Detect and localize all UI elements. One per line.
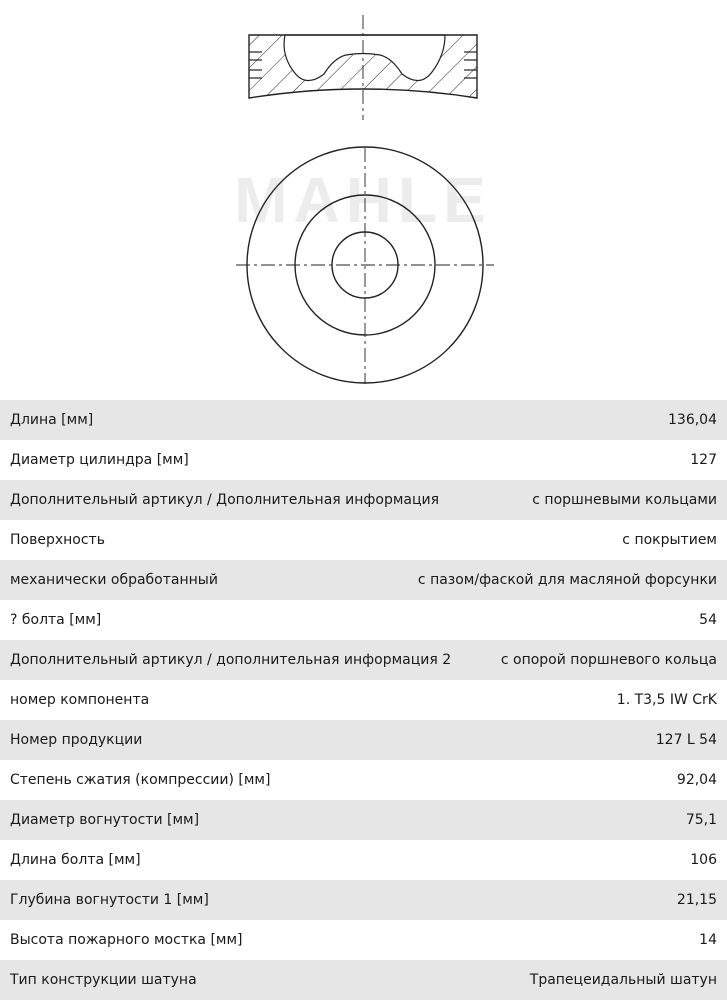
spec-label: механически обработанный <box>10 572 218 588</box>
spec-value: 75,1 <box>685 812 717 828</box>
spec-value: 127 L 54 <box>655 732 717 748</box>
spec-label: Степень сжатия (компрессии) [мм] <box>10 772 271 788</box>
spec-value: с покрытием <box>622 532 717 548</box>
spec-label: Длина болта [мм] <box>10 852 141 868</box>
spec-row-additional-info <box>0 480 727 520</box>
spec-row-pin-diameter <box>0 600 727 640</box>
spec-label: Дополнительный артикул / дополнительная информация 2 <box>10 652 452 668</box>
spec-value: Трапецеидальный шатун <box>529 972 717 988</box>
spec-label: Диаметр вогнутости [мм] <box>10 812 200 828</box>
spec-row-compression <box>0 760 727 800</box>
spec-label: Длина [мм] <box>10 412 94 428</box>
spec-label: Глубина вогнутости 1 [мм] <box>10 892 209 908</box>
spec-row-product-number <box>0 720 727 760</box>
piston-technical-drawing <box>0 0 727 400</box>
spec-row-top-land-height <box>0 920 727 960</box>
spec-value: 106 <box>690 852 717 868</box>
spec-row-connecting-rod-type <box>0 960 727 1000</box>
spec-value: 1. T3,5 IW CrK <box>616 692 717 708</box>
mahle-watermark: MAHLE <box>234 164 492 236</box>
spec-label: Номер продукции <box>10 732 143 748</box>
spec-value: с пазом/фаской для масляной форсунки <box>417 572 717 588</box>
spec-row-length <box>0 400 727 440</box>
spec-label: номер компонента <box>10 692 150 708</box>
spec-value: 21,15 <box>676 892 717 908</box>
spec-label: ? болта [мм] <box>10 612 102 628</box>
spec-label: Высота пожарного мостка [мм] <box>10 932 243 948</box>
spec-row-bowl-depth <box>0 880 727 920</box>
spec-label: Диаметр цилиндра [мм] <box>10 452 189 468</box>
spec-row-pin-length <box>0 840 727 880</box>
spec-row-additional-info-2 <box>0 640 727 680</box>
spec-table <box>0 400 727 1000</box>
spec-value: с поршневыми кольцами <box>532 492 717 508</box>
piston-side-section <box>249 15 477 120</box>
spec-value: 127 <box>690 452 717 468</box>
spec-value: с опорой поршневого кольца <box>500 652 717 668</box>
spec-label: Поверхность <box>10 532 105 548</box>
spec-value: 92,04 <box>676 772 717 788</box>
spec-row-surface <box>0 520 727 560</box>
spec-row-bore <box>0 440 727 480</box>
spec-value: 14 <box>699 932 717 948</box>
spec-row-component-number <box>0 680 727 720</box>
spec-value: 54 <box>699 612 717 628</box>
spec-row-machined <box>0 560 727 600</box>
spec-label: Дополнительный артикул / Дополнительная информация <box>10 492 440 508</box>
spec-value: 136,04 <box>668 412 717 428</box>
spec-row-bowl-diameter <box>0 800 727 840</box>
spec-label: Тип конструкции шатуна <box>10 972 197 988</box>
